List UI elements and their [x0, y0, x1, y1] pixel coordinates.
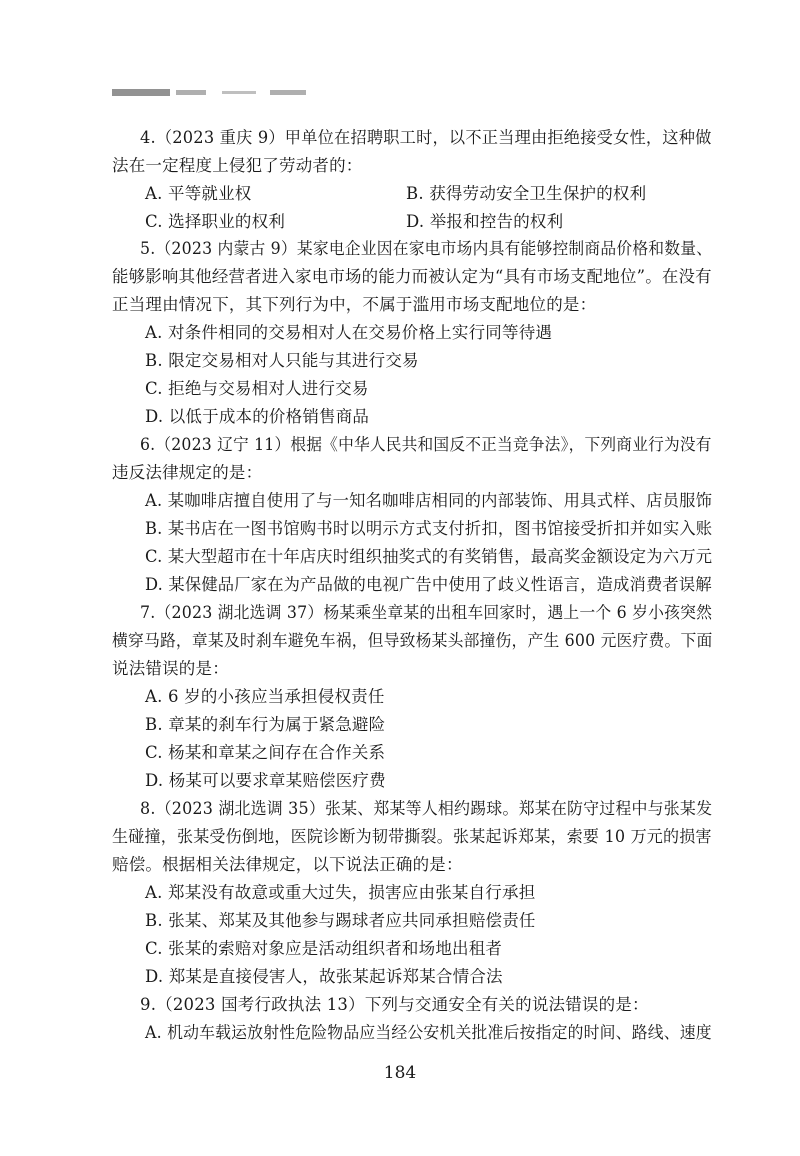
- question-4-option-d: D. 举报和控告的权利: [406, 212, 564, 231]
- question-7-line-1: 7.（2023 湖北选调 37）杨某乘坐章某的出租车回家时，遇上一个 6 岁小孩突然: [140, 603, 713, 622]
- question-6-option-c: C. 某大型超市在十年店庆时组织抽奖式的有奖销售，最高奖金额设定为六万元: [145, 547, 713, 566]
- question-8-option-b: B. 张某、郑某及其他参与踢球者应共同承担赔偿责任: [145, 911, 536, 930]
- question-5-option-a: A. 对条件相同的交易相对人在交易价格上实行同等待遇: [145, 323, 553, 342]
- page-number: 184: [383, 1063, 417, 1083]
- question-7-option-b: B. 章某的刹车行为属于紧急避险: [145, 715, 386, 734]
- question-6-option-d: D. 某保健品厂家在为产品做的电视广告中使用了歧义性语言，造成消费者误解: [145, 575, 712, 594]
- question-7-option-c: C. 杨某和章某之间存在合作关系: [145, 743, 386, 762]
- question-9-option-a: A. 机动车载运放射性危险物品应当经公安机关批准后按指定的时间、路线、速度: [145, 1023, 712, 1042]
- question-5-line-3: 正当理由情况下，其下列行为中，不属于滥用市场支配地位的是：: [112, 295, 597, 314]
- question-5-option-d: D. 以低于成本的价格销售商品: [145, 407, 370, 426]
- question-8-line-3: 赔偿。根据相关法律规定，以下说法正确的是：: [112, 855, 463, 874]
- question-5-line-2: 能够影响其他经营者进入家电市场的能力而被认定为“具有市场支配地位”。在没有: [112, 267, 712, 286]
- question-6-line-2: 违反法律规定的是：: [112, 463, 263, 482]
- question-7-option-a: A. 6 岁的小孩应当承担侵权责任: [145, 687, 385, 706]
- question-5-option-b: B. 限定交易相对人只能与其进行交易: [145, 351, 419, 370]
- question-4-option-a: A. 平等就业权: [145, 184, 252, 203]
- question-4-line-2: 法在一定程度上侵犯了劳动者的：: [112, 156, 363, 175]
- question-5-option-c: C. 拒绝与交易相对人进行交易: [145, 379, 369, 398]
- question-8-line-2: 生碰撞，张某受伤倒地，医院诊断为韧带撕裂。张某起诉郑某，索要 10 万元的损害: [112, 827, 712, 846]
- question-6-line-1: 6.（2023 辽宁 11）根据《中华人民共和国反不正当竞争法》，下列商业行为没有: [140, 435, 712, 454]
- question-4-option-b: B. 获得劳动安全卫生保护的权利: [406, 184, 647, 203]
- question-4-line-1: 4.（2023 重庆 9）甲单位在招聘职工时，以不正当理由拒绝接受女性，这种做: [140, 128, 712, 147]
- question-8-option-d: D. 郑某是直接侵害人，故张某起诉郑某合情合法: [145, 967, 503, 986]
- header-scribble: [112, 86, 312, 100]
- question-6-option-b: B. 某书店在一图书馆购书时以明示方式支付折扣，图书馆接受折扣并如实入账: [145, 519, 713, 538]
- question-5-line-1: 5.（2023 内蒙古 9）某家电企业因在家电市场内具有能够控制商品价格和数量、: [140, 239, 713, 258]
- question-7-option-d: D. 杨某可以要求章某赔偿医疗费: [145, 771, 386, 790]
- question-7-line-2: 横穿马路，章某及时刹车避免车祸，但导致杨某头部撞伤，产生 600 元医疗费。下面: [112, 631, 713, 650]
- question-9-line-1: 9.（2023 国考行政执法 13）下列与交通安全有关的说法错误的是：: [140, 995, 649, 1014]
- question-4-option-c: C. 选择职业的权利: [145, 212, 286, 231]
- question-8-option-a: A. 郑某没有故意或重大过失，损害应由张某自行承担: [145, 883, 536, 902]
- question-8-line-1: 8.（2023 湖北选调 35）张某、郑某等人相约踢球。郑某在防守过程中与张某发: [140, 799, 713, 818]
- question-8-option-c: C. 张某的索赔对象应是活动组织者和场地出租者: [145, 939, 503, 958]
- question-6-option-a: A. 某咖啡店擅自使用了与一知名咖啡店相同的内部装饰、用具式样、店员服饰: [145, 491, 713, 510]
- question-7-line-3: 说法错误的是：: [112, 659, 229, 678]
